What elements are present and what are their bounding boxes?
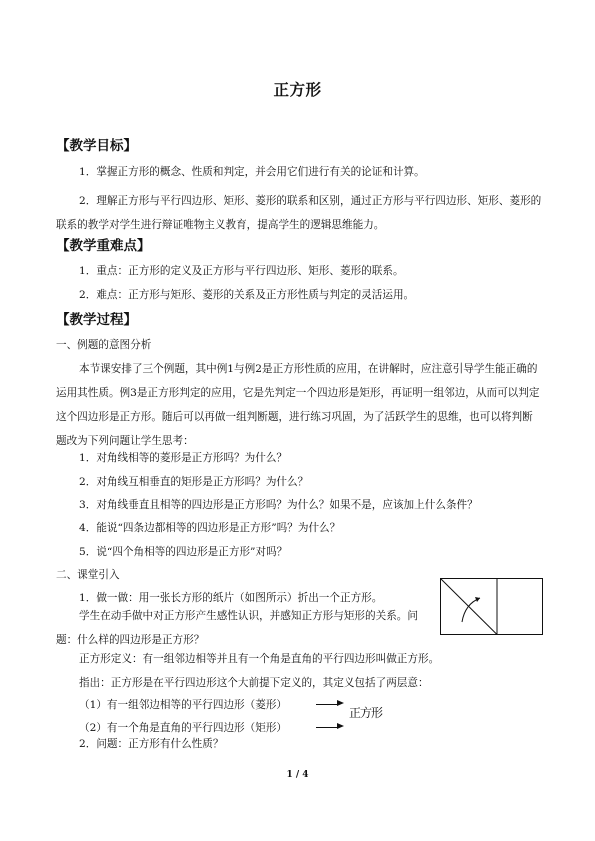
arrow-1-head xyxy=(337,700,344,706)
question-5: 5．说“四个角相等的四边形是正方形”对吗？ xyxy=(79,546,288,558)
section-heading-goals: 【教学目标】 xyxy=(56,138,137,154)
meaning-2: （2）有一个角是直角的平行四边形（矩形） xyxy=(79,722,288,734)
question-2: 2．对角线互相垂直的矩形是正方形吗？为什么？ xyxy=(79,476,309,488)
arrow-1-line xyxy=(316,704,338,705)
arrow-2-line xyxy=(316,727,338,728)
folded-paper-figure xyxy=(440,578,544,636)
question-1: 1．对角线相等的菱形是正方形吗？为什么？ xyxy=(79,452,288,464)
square-definition: 正方形定义：有一组邻边相等并且有一个角是直角的平行四边形叫做正方形。 xyxy=(79,653,440,665)
handwritten-square-label: 正方形 xyxy=(349,706,383,720)
page-number: 1 / 4 xyxy=(286,770,309,780)
key-2: 2．难点：正方形与矩形、菱形的关系及正方形性质与判定的灵活运用。 xyxy=(79,289,415,301)
section-heading-key: 【教学重难点】 xyxy=(56,238,151,254)
activity-paragraph: 学生在动手做中对正方形产生感性认识，并感知正方形与矩形的关系。问题：什么样的四边形是正方形？ xyxy=(56,610,418,646)
section-heading-process: 【教学过程】 xyxy=(56,312,137,328)
part1-paragraph: 本节课安排了三个例题，其中例1与例2是正方形性质的应用，在讲解时，应注意引导学生能正确的运用其性质。例3是正方形判定的应用，它是先判定一个四边形是矩形，再证明一组邻边，从而可以判定这个四边形是正方形。随后可以再做一组判断题，进行练习巩固，为了活跃学生的思维，也可以将判断题改为下列问题让学生思考： xyxy=(56,363,540,447)
part1-heading: 一、例题的意图分析 xyxy=(56,339,152,351)
arrow-2-head xyxy=(337,723,344,729)
activity-line: 1．做一做：用一张长方形的纸片（如图所示）折出一个正方形。 xyxy=(79,592,383,604)
goal-1: 1．掌握正方形的概念、性质和判定，并会用它们进行有关的论证和计算。 xyxy=(79,166,425,178)
definition-note: 指出：正方形是在平行四边形这个大前提下定义的，其定义包括了两层意： xyxy=(79,677,429,689)
question-4: 4．能说“四条边都相等的四边形是正方形”吗？为什么？ xyxy=(79,522,341,534)
question-properties: 2．问题：正方形有什么性质？ xyxy=(79,738,224,750)
paper-rectangle xyxy=(441,579,543,635)
goal-2: 2．理解正方形与平行四边形、矩形、菱形的联系和区别，通过正方形与平行四边形、矩形、菱形的联系的教学对学生进行辩证唯物主义教育，提高学生的逻辑思维能力。 xyxy=(56,195,542,231)
page-title: 正方形 xyxy=(273,81,322,99)
part2-heading: 二、课堂引入 xyxy=(56,569,120,581)
key-1: 1．重点：正方形的定义及正方形与平行四边形、矩形、菱形的联系。 xyxy=(79,265,404,277)
question-3: 3．对角线垂直且相等的四边形是正方形吗？为什么？如果不是，应该加上什么条件？ xyxy=(79,499,478,511)
meaning-1: （1）有一组邻边相等的平行四边形（菱形） xyxy=(79,699,288,711)
fold-arrow-head xyxy=(475,597,480,602)
